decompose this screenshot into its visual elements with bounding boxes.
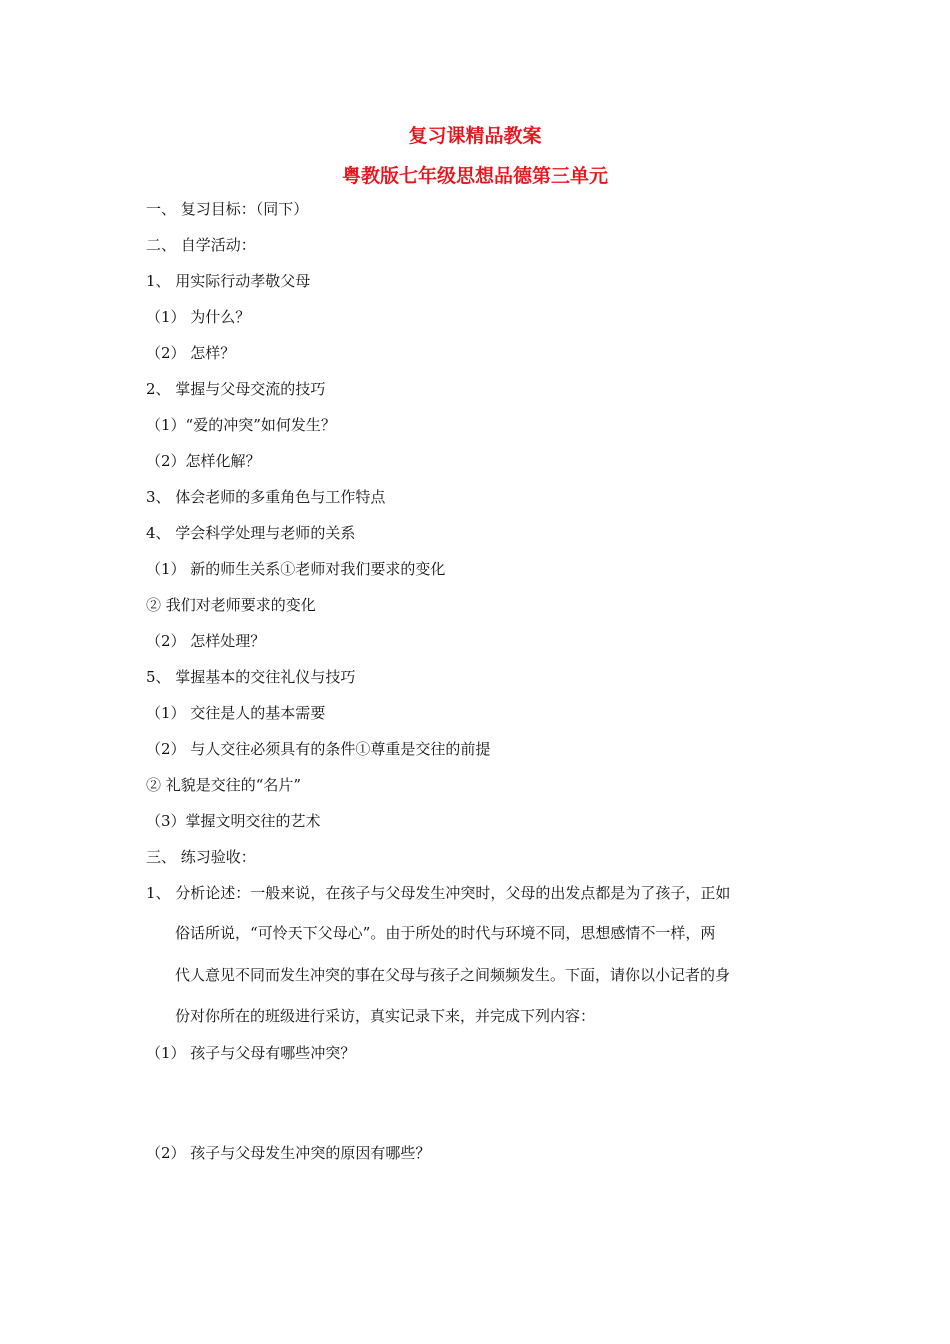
sub-item: ② 礼貌是交往的“名片” (146, 776, 302, 794)
sub-item: （3）掌握文明交往的艺术 (146, 812, 321, 830)
list-item: 3、 体会老师的多重角色与工作特点 (146, 488, 386, 506)
sub-item: （2） 怎样处理？ (146, 632, 266, 650)
sub-item: ② 我们对老师要求的变化 (146, 596, 316, 614)
question-text: 俗话所说，“可怜天下父母心”。由于所处的时代与环境不同，思想感情不一样，两 (175, 924, 716, 942)
sub-item: （2） 与人交往必须具有的条件①尊重是交往的前提 (146, 740, 491, 758)
section-heading: 三、 练习验收： (146, 848, 256, 866)
question-text: 份对你所在的班级进行采访，真实记录下来，并完成下列内容： (175, 1007, 596, 1025)
list-item: 5、 掌握基本的交往礼仪与技巧 (146, 668, 356, 686)
section-heading: 二、 自学活动： (146, 236, 256, 254)
question-text: 1、 分析论述：一般来说，在孩子与父母发生冲突时，父母的出发点都是为了孩子，正如 (146, 884, 731, 902)
sub-item: （1） 为什么？ (146, 308, 251, 326)
sub-item: （1）“爱的冲突”如何发生？ (146, 416, 336, 434)
sub-question: （1） 孩子与父母有哪些冲突？ (146, 1044, 356, 1062)
sub-item: （1） 交往是人的基本需要 (146, 704, 326, 722)
list-item: 4、 学会科学处理与老师的关系 (146, 524, 356, 542)
question-text: 代人意见不同而发生冲突的事在父母与孩子之间频频发生。下面，请你以小记者的身 (175, 966, 731, 984)
sub-item: （2） 怎样？ (146, 344, 236, 362)
sub-item: （2）怎样化解？ (146, 452, 261, 470)
sub-item: （1） 新的师生关系①老师对我们要求的变化 (146, 560, 446, 578)
section-heading: 一、 复习目标：（同下） (146, 200, 309, 218)
list-item: 1、 用实际行动孝敬父母 (146, 272, 311, 290)
sub-question: （2） 孩子与父母发生冲突的原因有哪些？ (146, 1144, 431, 1162)
document-subtitle: 粤教版七年级思想品德第三单元 (341, 165, 608, 187)
list-item: 2、 掌握与父母交流的技巧 (146, 380, 326, 398)
document-title: 复习课精品教案 (408, 125, 542, 147)
